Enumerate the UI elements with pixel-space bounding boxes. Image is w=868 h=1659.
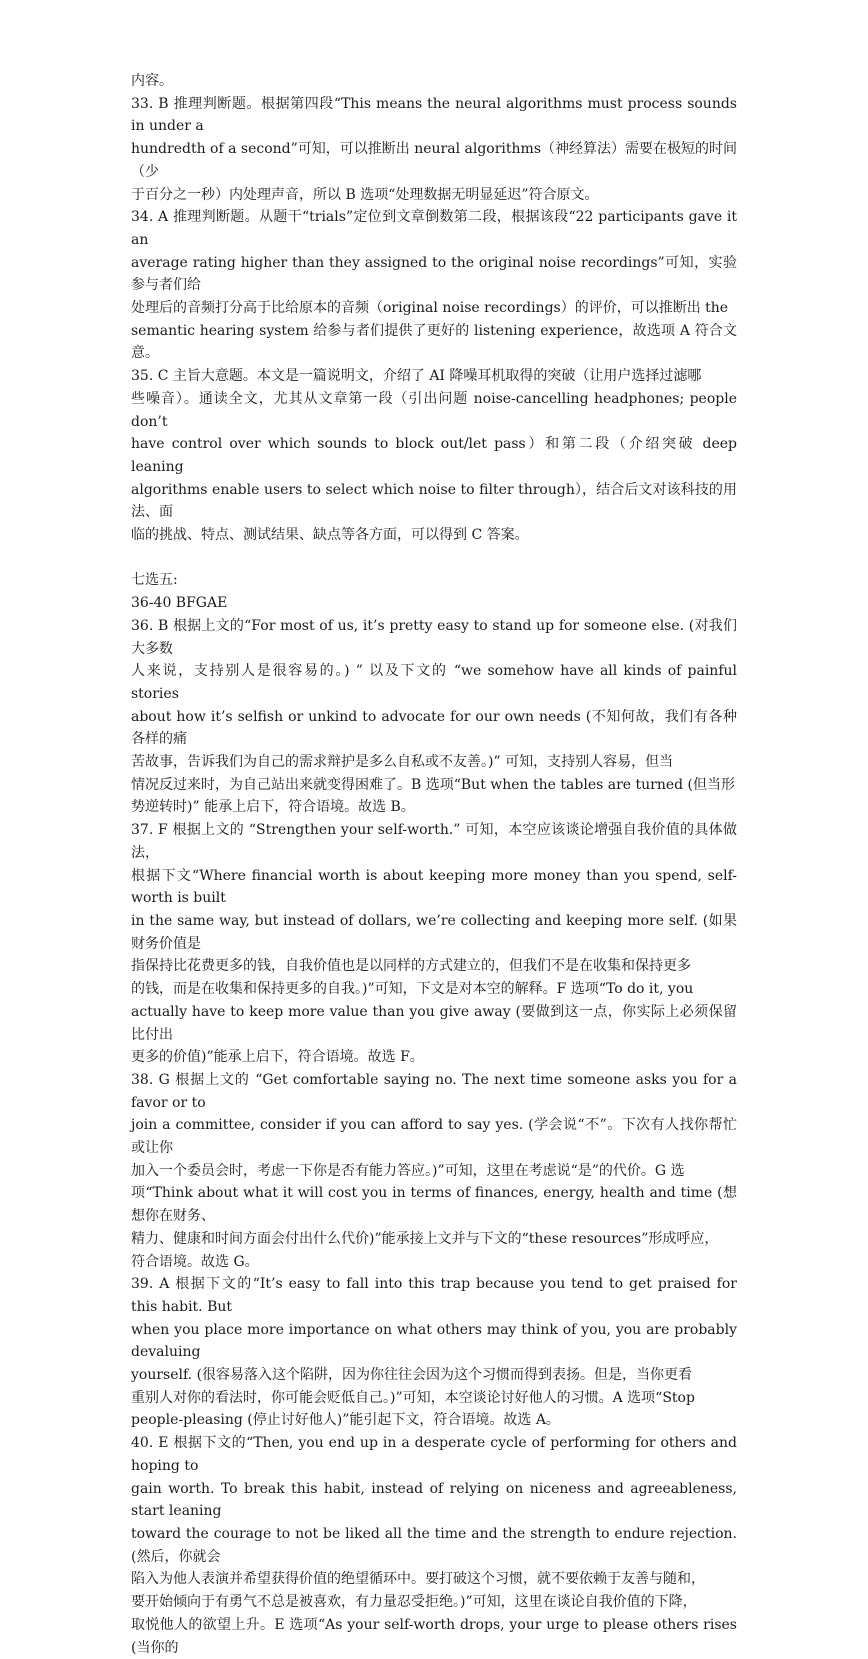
text-line: 内容。: [131, 73, 173, 89]
text-line: hundredth of a second”可知，可以推断出 neural algorithms（神经算法）需要在极短的时间（少: [131, 141, 737, 180]
text-line: people-pleasing (停止讨好他人)”能引起下文，符合语境。故选 A。: [131, 1412, 560, 1429]
text-line: about how it’s selfish or unkind to advocate for our own needs (不知何故，我们有各种各样的痛: [131, 708, 737, 748]
text-line: 33. B 推理判断题。根据第四段“This means the neural algorithms must process sounds in under a: [131, 95, 737, 135]
text-line: semantic hearing system 给参与者们提供了更好的 listening experience，故选项 A 符合文意。: [131, 322, 737, 362]
text-line: 取悦他人的欲望上升。E 选项“As your self-worth drops, your urge to please others rises (当你的: [131, 1616, 737, 1656]
text-line: 38. G 根据上文的 “Get comfortable saying no. The next time someone asks you for a favor or to: [131, 1071, 737, 1111]
text-line: toward the courage to not be liked all the time and the strength to endure rejection. (然后，你就会: [131, 1525, 737, 1565]
text-line: 39. A 根据下文的“It’s easy to fall into this trap because you tend to get praised for this habit. But: [131, 1276, 737, 1315]
blank-line: [131, 547, 737, 570]
text-line: 情况反过来时，为自己站出来就变得困难了。B 选项“But when the tables are turned (但当形: [131, 776, 736, 793]
text-line: actually have to keep more value than you give away (要做到这一点，你实际上必须保留比付出: [131, 1003, 737, 1043]
text-line: 苦故事，告诉我们为自己的需求辩护是多么自私或不友善。)” 可知，支持别人容易，但当: [131, 754, 674, 771]
document-body: [131, 70, 737, 1659]
text-line: gain worth. To break this habit, instead of relying on niceness and agreeableness, start leaning: [131, 1480, 737, 1520]
text-line: 要开始倾向于有勇气不总是被喜欢，有力量忍受拒绝。)”可知，这里在谈论自我价值的下降，: [131, 1594, 697, 1611]
text-line: 陷入为他人表演并希望获得价值的绝望循环中。要打破这个习惯，就不要依赖于友善与随和，: [131, 1571, 705, 1588]
text-line: have control over which sounds to block out/let pass）和第二段（介绍突破 deep leaning: [131, 436, 737, 475]
text-line: 根据下文“Where financial worth is about keeping more money than you spend, self-worth is built: [131, 867, 737, 907]
text-line: 加入一个委员会时，考虑一下你是否有能力答应。)”可知，这里在考虑说“是”的代价。G 选: [131, 1162, 685, 1179]
text-line: 36. B 根据上文的“For most of us, it’s pretty easy to stand up for someone else. (对我们大多数: [131, 617, 737, 657]
text-line: 些噪音）。通读全文，尤其从文章第一段（引出问题 noise-cancelling headphones; people don’t: [131, 390, 737, 430]
text-line: 精力、健康和时间方面会付出什么代价)”能承接上文并与下文的“these resources”形成呼应，: [131, 1230, 719, 1247]
text-line: 35. C 主旨大意题。本文是一篇说明文，介绍了 AI 降噪耳机取得的突破（让用户选择过滤哪: [131, 368, 702, 385]
text-line: average rating higher than they assigned to the original noise recordings”可知，实验参与者们给: [131, 254, 737, 294]
text-line: 符合语境。故选 G。: [131, 1253, 259, 1270]
text-line: in the same way, but instead of dollars, we’re collecting and keeping more self. (如果财务价值是: [131, 913, 737, 952]
text-line: 项“Think about what it will cost you in terms of finances, energy, health and time (想想你在财务、: [131, 1185, 737, 1225]
text-line: when you place more importance on what others may think of you, you are probably devaluing: [131, 1321, 737, 1361]
text-line: 更多的价值)”能承上启下，符合语境。故选 F。: [131, 1049, 424, 1066]
text-line: 37. F 根据上文的 “Strengthen your self-worth.” 可知，本空应该谈论增强自我价值的具体做法，: [131, 822, 737, 861]
text-line: 临的挑战、特点、测试结果、缺点等各方面，可以得到 C 答案。: [131, 527, 529, 544]
text-line: 的钱，而是在收集和保持更多的自我。)”可知，下文是对本空的解释。F 选项“To do it, you: [131, 981, 694, 998]
text-line: 处理后的音频打分高于比给原本的音频（original noise recordings）的评价，可以推断出 the: [131, 300, 729, 317]
text-line: 七选五:: [131, 572, 178, 589]
text-line: 40. E 根据下文的“Then, you end up in a desperate cycle of performing for others and hoping to: [131, 1435, 737, 1474]
text-line: 指保持比花费更多的钱，自我价值也是以同样的方式建立的，但我们不是在收集和保持更多: [131, 958, 691, 975]
text-line: 36-40 BFGAE: [131, 595, 228, 612]
text-line: 34. A 推理判断题。从题干“trials”定位到文章倒数第二段，根据该段“22 participants gave it an: [131, 209, 737, 248]
text-line: algorithms enable users to select which noise to filter through），结合后文对该科技的用法、面: [131, 481, 737, 521]
text-line: 人来说，支持别人是很容易的。) ” 以及下文的 “we somehow have all kinds of painful stories: [131, 663, 737, 702]
text-line: 重别人对你的看法时，你可能会贬低自己。)”可知，本空谈论讨好他人的习惯。A 选项“Stop: [131, 1389, 695, 1406]
text-line: yourself. (很容易落入这个陷阱，因为你往往会因为这个习惯而得到表扬。但是，当你更看: [131, 1367, 693, 1384]
text-line: join a committee, consider if you can afford to say yes. (学会说“不”。下次有人找你帮忙或让你: [131, 1117, 737, 1157]
text-line: 于百分之一秒）内处理声音，所以 B 选项“处理数据无明显延迟”符合原文。: [131, 186, 599, 203]
text-line: 势逆转时)” 能承上启下，符合语境。故选 B。: [131, 799, 415, 816]
